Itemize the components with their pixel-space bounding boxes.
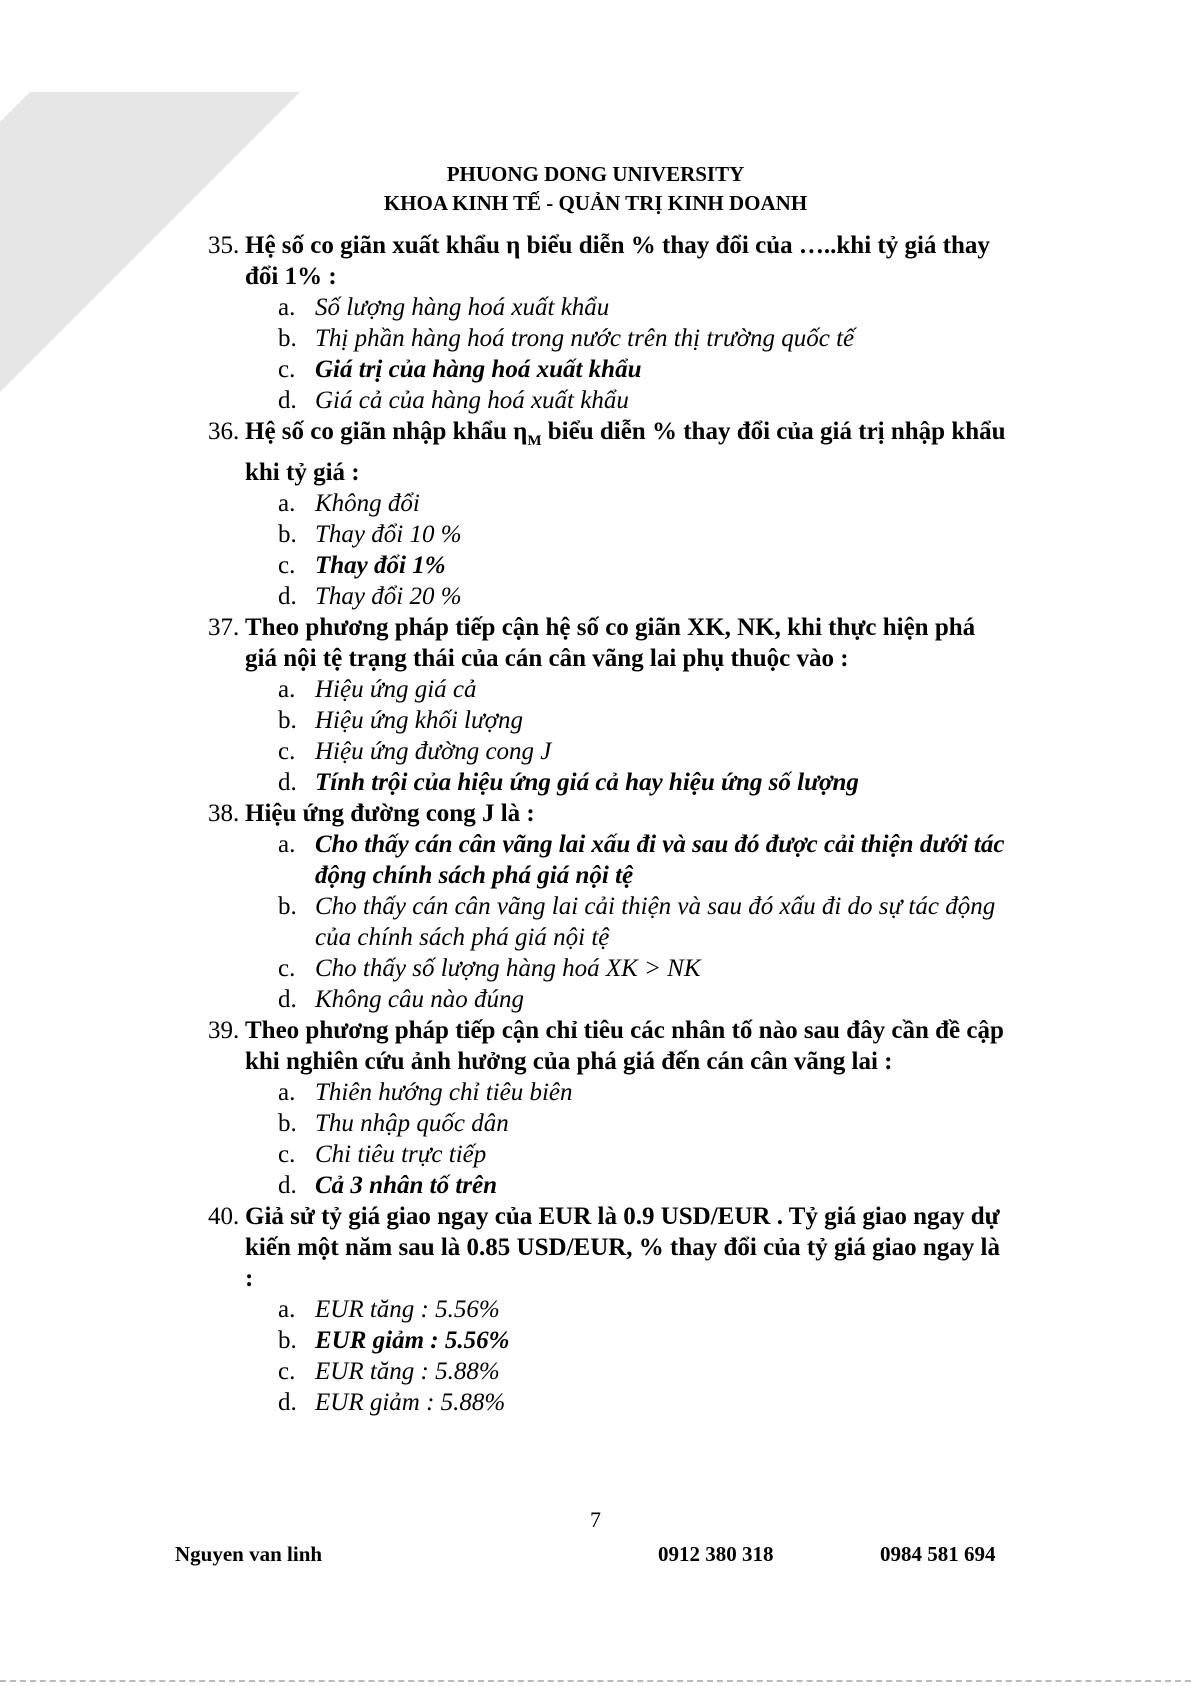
option-text: Hiệu ứng đường cong J xyxy=(315,738,552,765)
option-text: Cả 3 nhân tố trên xyxy=(315,1172,498,1199)
option-a xyxy=(208,1294,1008,1325)
option-letter: d. xyxy=(278,769,297,796)
option-d xyxy=(208,581,1008,612)
option-letter: d. xyxy=(278,1389,297,1416)
footer-phone-1: 0912 380 318 xyxy=(658,1542,774,1566)
option-c-correct xyxy=(208,550,1008,581)
option-letter: d. xyxy=(278,1172,297,1199)
option-list xyxy=(208,488,1008,612)
question-text xyxy=(245,418,1006,486)
question-number: 38. xyxy=(208,800,240,827)
option-text: EUR giảm : 5.56% xyxy=(315,1327,510,1354)
option-letter: b. xyxy=(278,707,297,734)
option-list xyxy=(208,292,1008,416)
option-c xyxy=(208,1356,1008,1387)
option-text: Cho thấy cán cân vãng lai xấu đi và sau đó được cải thiện dưới tác động chính sách phá giá nội tệ xyxy=(315,831,1005,889)
option-list xyxy=(208,674,1008,798)
option-text: Cho thấy cán cân vãng lai cải thiện và sau đó xấu đi do sự tác động của chính sách phá giá nội tệ xyxy=(315,893,996,951)
option-c xyxy=(208,736,1008,767)
option-a xyxy=(208,292,1008,323)
question-number: 40. xyxy=(208,1203,240,1230)
option-list xyxy=(208,1077,1008,1201)
option-text: Giá trị của hàng hoá xuất khẩu xyxy=(315,356,642,383)
option-text: Hiệu ứng khối lượng xyxy=(315,707,523,734)
option-letter: c. xyxy=(278,356,296,383)
option-d-correct xyxy=(208,767,1008,798)
option-letter: a. xyxy=(278,831,296,858)
question-36 xyxy=(208,416,1008,612)
option-text: Thay đổi 1% xyxy=(315,552,446,579)
question-37 xyxy=(208,612,1008,798)
option-a xyxy=(208,674,1008,705)
question-text-part: biểu diễn % thay đổi của giá trị nhập khẩu khi tỷ giá : xyxy=(245,418,1006,486)
option-text: Thiên hướng chỉ tiêu biên xyxy=(315,1079,573,1106)
question-number: 35. xyxy=(208,232,240,259)
option-letter: c. xyxy=(278,1141,296,1168)
option-letter: b. xyxy=(278,1110,297,1137)
option-text: Không câu nào đúng xyxy=(315,986,525,1013)
option-text: Thay đổi 10 % xyxy=(315,521,462,548)
option-letter: c. xyxy=(278,955,296,982)
option-d xyxy=(208,385,1008,416)
question-39 xyxy=(208,1015,1008,1201)
question-text: Theo phương pháp tiếp cận chỉ tiêu các nhân tố nào sau đây cần đề cập khi nghiên cứu ảnh hưởng của phá giá đến cán cân vãng lai : xyxy=(245,1017,1004,1075)
option-letter: d. xyxy=(278,583,297,610)
option-text: EUR tăng : 5.88% xyxy=(315,1358,500,1385)
option-b xyxy=(208,323,1008,354)
option-text: Thu nhập quốc dân xyxy=(315,1110,509,1137)
option-letter: d. xyxy=(278,387,297,414)
faculty-name: KHOA KINH TẾ - QUẢN TRỊ KINH DOANH xyxy=(383,191,808,215)
page-number: 7 xyxy=(590,1507,601,1532)
question-text: Theo phương pháp tiếp cận hệ số co giãn XK, NK, khi thực hiện phá giá nội tệ trạng thái của cán cân vãng lai phụ thuộc vào : xyxy=(245,614,976,672)
option-text: EUR tăng : 5.56% xyxy=(315,1296,500,1323)
option-a xyxy=(208,1077,1008,1108)
footer-phone-2: 0984 581 694 xyxy=(880,1542,996,1566)
option-text: Cho thấy số lượng hàng hoá XK > NK xyxy=(315,955,701,982)
question-text-part: Hệ số co giãn nhập khẩu η xyxy=(245,418,528,445)
option-text: Hiệu ứng giá cả xyxy=(315,676,477,703)
option-letter: a. xyxy=(278,294,296,321)
page-header xyxy=(0,160,1191,218)
option-letter: d. xyxy=(278,986,297,1013)
option-text: Thay đổi 20 % xyxy=(315,583,462,610)
option-b xyxy=(208,705,1008,736)
question-subscript: M xyxy=(527,433,542,449)
option-c xyxy=(208,1139,1008,1170)
option-letter: c. xyxy=(278,738,296,765)
option-letter: a. xyxy=(278,1296,296,1323)
footer-author: Nguyen van linh xyxy=(175,1542,323,1566)
option-d xyxy=(208,984,1008,1015)
bottom-divider xyxy=(0,1680,1191,1686)
option-list xyxy=(208,1294,1008,1418)
question-38 xyxy=(208,798,1008,1015)
option-text: Tính trội của hiệu ứng giá cả hay hiệu ứng số lượng xyxy=(315,769,859,796)
question-35 xyxy=(208,230,1008,416)
question-number: 36. xyxy=(208,418,240,445)
question-text: Giả sử tỷ giá giao ngay của EUR là 0.9 USD/EUR . Tỷ giá giao ngay dự kiến một năm sau là 0.85 USD/EUR, % thay đổi của tỷ giá giao ngay là : xyxy=(245,1203,1000,1292)
option-c xyxy=(208,953,1008,984)
option-d xyxy=(208,1387,1008,1418)
option-letter: a. xyxy=(278,1079,296,1106)
question-list xyxy=(208,230,1008,1418)
option-d-correct xyxy=(208,1170,1008,1201)
option-letter: a. xyxy=(278,490,296,517)
option-letter: b. xyxy=(278,325,297,352)
option-b xyxy=(208,1108,1008,1139)
question-text: Hệ số co giãn xuất khẩu η biểu diễn % thay đổi của …..khi tỷ giá thay đổi 1% : xyxy=(245,232,990,290)
option-list xyxy=(208,829,1008,1015)
option-text: Giá cả của hàng hoá xuất khẩu xyxy=(315,387,629,414)
option-a-correct xyxy=(208,829,1008,891)
option-text: Số lượng hàng hoá xuất khẩu xyxy=(315,294,610,321)
question-number: 39. xyxy=(208,1017,240,1044)
option-b-correct xyxy=(208,1325,1008,1356)
option-text: EUR giảm : 5.88% xyxy=(315,1389,506,1416)
option-a xyxy=(208,488,1008,519)
question-text: Hiệu ứng đường cong J là : xyxy=(245,800,535,827)
option-b xyxy=(208,891,1008,953)
option-text: Thị phần hàng hoá trong nước trên thị trường quốc tế xyxy=(315,325,855,352)
question-40 xyxy=(208,1201,1008,1418)
option-letter: b. xyxy=(278,521,297,548)
option-text: Không đổi xyxy=(315,490,420,517)
option-letter: b. xyxy=(278,1327,297,1354)
option-letter: c. xyxy=(278,1358,296,1385)
option-text: Chi tiêu trực tiếp xyxy=(315,1141,487,1168)
option-letter: c. xyxy=(278,552,296,579)
option-letter: b. xyxy=(278,893,297,920)
question-number: 37. xyxy=(208,614,240,641)
option-b xyxy=(208,519,1008,550)
university-name: PHUONG DONG UNIVERSITY xyxy=(446,162,745,186)
option-c-correct xyxy=(208,354,1008,385)
option-letter: a. xyxy=(278,676,296,703)
